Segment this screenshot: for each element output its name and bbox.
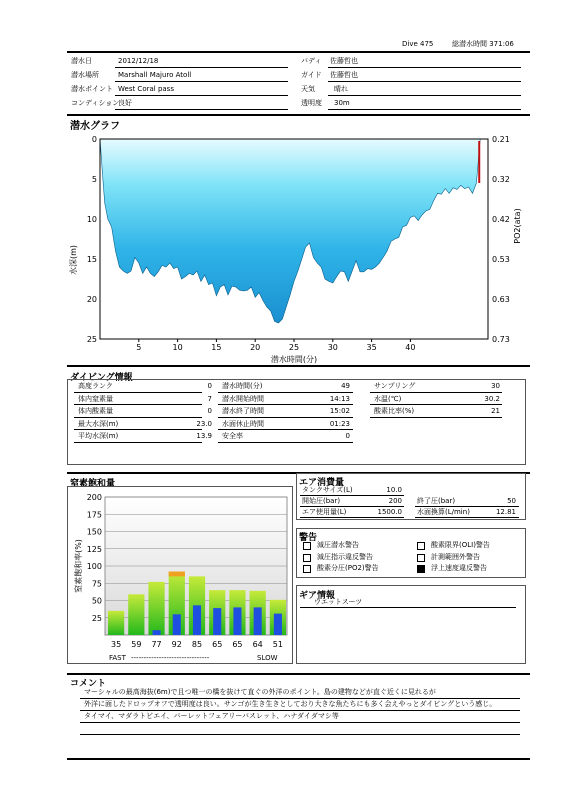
air-title: エア消費量 — [299, 478, 345, 488]
warning-label: 浮上速度違反警告 — [431, 564, 487, 572]
end-pressure-label: 終了圧(bar) — [417, 497, 456, 505]
y2-tick-label: 0.63 — [492, 295, 510, 304]
diving-label: 潜水時間(分) — [222, 382, 263, 390]
date-label: 潜水日 — [71, 57, 92, 65]
n2-bar-inner — [193, 605, 201, 635]
buddy-value: 佐藤哲也 — [330, 57, 358, 65]
n2-y-ticks — [87, 493, 102, 623]
n2-bar-outer — [108, 611, 124, 635]
diving-value: 14:13 — [329, 394, 350, 403]
visibility-label: 透明度 — [301, 99, 322, 107]
warning-checkbox — [417, 565, 425, 573]
tank-value: 10.0 — [386, 486, 402, 494]
x-tick-label: 35 — [366, 343, 377, 352]
underline — [80, 734, 520, 735]
slow-label: SLOW — [257, 654, 278, 662]
underline — [80, 710, 520, 711]
n2-x-tick-label: 77 — [151, 640, 162, 649]
start-pressure-value: 200 — [388, 497, 402, 505]
air-used-label: エア使用量(L) — [302, 508, 347, 516]
tank-label: タンクサイズ(L) — [302, 486, 353, 494]
warning-label: 減圧指示違反警告 — [317, 552, 373, 561]
n2-x-tick-label: 64 — [252, 640, 263, 649]
warning-label: 酸素分圧(PO2)警告 — [317, 564, 379, 572]
underline — [415, 506, 519, 507]
point-label: 潜水ポイント — [71, 85, 113, 93]
underline — [218, 417, 353, 418]
n2-y-tick-label: 175 — [86, 510, 102, 520]
y-tick-label: 5 — [91, 175, 97, 184]
underline — [370, 404, 502, 405]
n2-x-tick-label: 65 — [232, 640, 243, 649]
diving-rule — [67, 365, 530, 367]
y-tick-label: 20 — [86, 295, 97, 304]
diving-value: 0 — [207, 407, 212, 415]
underline — [218, 442, 353, 443]
warning-label: 計測範囲外警告 — [431, 552, 480, 561]
n2-x-ticks — [111, 640, 283, 649]
y2-axis-label: PO2(ata) — [513, 208, 522, 244]
n2-y-tick-label: 50 — [91, 596, 102, 606]
warnings-title: 警告 — [299, 533, 318, 543]
underline — [74, 429, 202, 430]
n2-y-tick-label: 150 — [86, 527, 102, 537]
n2-y-tick-label: 125 — [86, 544, 102, 554]
diving-label: 安全率 — [222, 432, 243, 440]
n2-x-tick-label: 85 — [191, 640, 203, 649]
diving-label: 体内酸素量 — [78, 407, 113, 415]
diving-value: 13.9 — [196, 432, 212, 440]
diving-label: 潜水終了時間 — [222, 407, 264, 415]
diving-value: 7 — [207, 394, 212, 403]
underline — [80, 722, 520, 723]
surface-rate-value: 12.81 — [495, 508, 516, 516]
comment-line-2: 外洋に面したドロップオフで透明度は良い。サンゴが生き生きとしており大きな魚たちにも多く会えやっとダイビングという感じ。 — [84, 700, 497, 708]
graph-title: 潜水グラフ — [70, 121, 120, 132]
underline — [74, 392, 202, 393]
end-pressure-value: 50 — [507, 497, 516, 505]
y-axis-ticks — [87, 135, 97, 344]
diving-value: 0 — [207, 382, 212, 390]
n2-y-tick-label: 200 — [86, 493, 102, 502]
start-pressure-label: 開始圧(bar) — [302, 497, 341, 505]
fast-label: FAST — [109, 654, 126, 662]
y-tick-label: 0 — [91, 135, 97, 144]
fast-slow-dashes: ------------------------------- — [131, 654, 210, 662]
diving-label: 高度ランク — [78, 382, 113, 390]
n2-bar-outer — [128, 594, 144, 635]
n2-bar-inner — [274, 614, 282, 635]
warning-label: 減圧潜水警告 — [317, 541, 359, 549]
dive-number: Dive 475 — [402, 40, 434, 48]
n2-y-tick-label: 75 — [91, 579, 102, 589]
y2-tick-label: 0.32 — [492, 175, 510, 184]
y2-tick-label: 0.53 — [492, 255, 510, 264]
underline — [415, 517, 519, 518]
underline — [74, 442, 202, 443]
n2-chart — [67, 486, 293, 664]
comment-rule — [67, 673, 530, 675]
underline — [300, 495, 404, 496]
diving-label: 酸素比率(%) — [374, 407, 415, 415]
x-tick-label: 5 — [136, 343, 142, 352]
guide-label: ガイド — [301, 71, 322, 79]
place-value: Marshall Majuro Atoll — [118, 71, 192, 79]
place-label: 潜水場所 — [71, 71, 99, 79]
underline — [218, 404, 353, 405]
diving-value: 49 — [341, 382, 350, 390]
diving-label: 水面休止時間 — [222, 419, 264, 428]
diving-value: 15:02 — [329, 407, 350, 415]
n2-bar-outer — [148, 582, 164, 635]
weather-value: 晴れ — [334, 85, 348, 93]
x-tick-label: 40 — [405, 343, 416, 352]
comment-line-3: タイマイ、マダラトビエイ、バーレットフェアリーバスレット、ハナダイダマシ等 — [84, 712, 339, 720]
warning-label: 酸素限界(OLI)警告 — [431, 541, 490, 549]
gear-title: ギア情報 — [299, 591, 336, 601]
diving-value: 01:23 — [329, 419, 350, 428]
underline — [300, 517, 404, 518]
diving-label: 最大水深(m) — [78, 419, 119, 428]
x-axis-label: 潜水時間(分) — [270, 355, 318, 364]
x-tick-label: 25 — [288, 343, 300, 352]
n2-bar-inner — [233, 607, 241, 635]
air-used-value: 1500.0 — [377, 508, 402, 516]
x-tick-label: 10 — [172, 343, 183, 352]
n2-x-tick-label: 92 — [171, 640, 182, 649]
n2-bar-inner — [153, 630, 161, 635]
n2-y-label: 窒素飽和率(%) — [74, 539, 83, 593]
n2-y-tick-label: 25 — [91, 613, 102, 623]
y-axis-label: 水深(m) — [69, 244, 78, 276]
diving-title: ダイビング情報 — [70, 373, 133, 383]
y2-tick-label: 0.73 — [492, 335, 510, 344]
diving-label: 平均水深(m) — [78, 432, 119, 440]
surface-rate-label: 水面換算(L/min) — [417, 508, 470, 516]
y2-axis-ticks — [492, 135, 510, 344]
y-tick-label: 25 — [86, 335, 97, 344]
x-tick-label: 30 — [327, 343, 338, 352]
warning-checkbox — [417, 542, 425, 550]
comment-title: コメント — [70, 679, 107, 689]
y-tick-label: 15 — [86, 255, 97, 264]
date-value: 2012/12/18 — [118, 57, 159, 65]
warning-checkbox — [303, 554, 311, 562]
n2-title: 窒素飽和量 — [70, 479, 116, 489]
guide-value: 佐藤哲也 — [330, 71, 358, 79]
underline — [74, 404, 202, 405]
n2-y-tick-label: 100 — [86, 562, 102, 571]
n2-x-tick-label: 51 — [272, 640, 283, 649]
diving-label: 潜水開始時間 — [222, 394, 264, 403]
comment-line-1: マーシャルの最高海抜(6m)で且つ唯一の橋を抜けて直ぐの外洋のポイント。島の建物などが直ぐ近くに見れるが — [84, 688, 436, 696]
warning-checkbox — [303, 565, 311, 573]
diving-label: 水温(℃) — [374, 394, 402, 403]
underline — [300, 607, 516, 608]
buddy-label: バディ — [301, 57, 322, 65]
underline — [74, 417, 202, 418]
n2-x-tick-label: 65 — [212, 640, 223, 649]
diving-label: サンプリング — [374, 382, 416, 390]
underline — [370, 417, 502, 418]
diving-value: 21 — [491, 407, 500, 415]
n2-bar-warning — [169, 572, 185, 577]
n2-bar-inner — [173, 614, 181, 635]
n2-bar-inner — [213, 608, 221, 635]
underline — [300, 506, 404, 507]
diving-label: 体内窒素量 — [78, 394, 113, 403]
n2-bar-inner — [254, 607, 262, 635]
warning-checkbox — [417, 554, 425, 562]
x-tick-label: 20 — [250, 343, 261, 352]
y2-tick-label: 0.21 — [492, 135, 510, 144]
total-dive-time: 総潜水時間 371:06 — [452, 40, 514, 48]
diving-value: 30.2 — [484, 394, 500, 403]
warning-checkbox — [303, 542, 311, 550]
footer-rule — [67, 758, 530, 760]
visibility-value: 30m — [334, 99, 350, 107]
y-tick-label: 10 — [86, 215, 97, 224]
condition-value: 良好 — [118, 99, 132, 107]
diving-value: 23.0 — [196, 419, 212, 428]
gear-value: ウエットスーツ — [314, 598, 363, 606]
condition-label: コンディション — [71, 99, 120, 107]
x-axis-ticks — [136, 339, 415, 352]
weather-label: 天気 — [301, 85, 315, 93]
point-value: West Coral pass — [118, 85, 174, 93]
diving-value: 30 — [491, 382, 500, 390]
n2-x-tick-label: 59 — [131, 640, 142, 649]
underline — [370, 392, 502, 393]
underline — [80, 698, 520, 699]
underline — [218, 429, 353, 430]
underline — [218, 392, 353, 393]
y2-tick-label: 0.42 — [492, 215, 510, 224]
x-tick-label: 15 — [211, 343, 222, 352]
n2-x-tick-label: 35 — [111, 640, 122, 649]
diving-value: 0 — [345, 432, 350, 440]
